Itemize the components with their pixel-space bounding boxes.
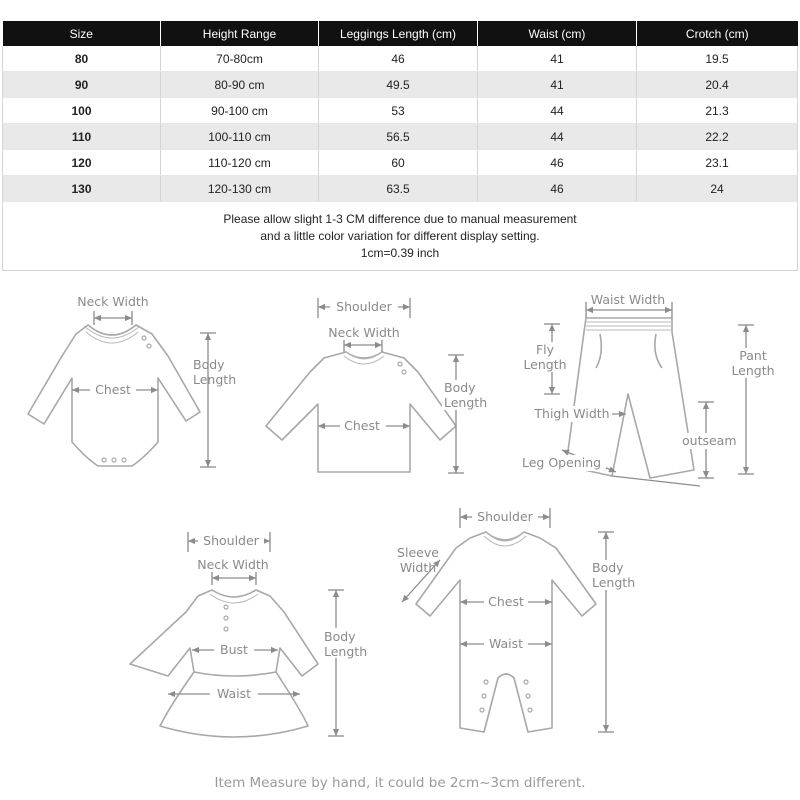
cell-leggings-length: 46 [319,46,478,72]
header-waist: Waist (cm) [478,21,637,46]
sleeve-width-label: Width [399,560,437,575]
cell-height-range: 120-130 cm [161,176,319,202]
cell-waist: 41 [478,46,637,72]
dress-outline [130,590,318,737]
bodysuit-diagram [28,294,236,467]
cell-waist: 46 [478,176,637,202]
cell-size: 120 [3,150,161,176]
waist-width-label: Waist Width [590,292,666,307]
pants-diagram [520,292,778,486]
cell-height-range: 110-120 cm [161,150,319,176]
body-length-label: Length [193,372,237,387]
note-line: Please allow slight 1-3 CM difference due to manual measurement [223,211,577,226]
body-length-label: Body [444,380,476,395]
snap-button [482,694,486,698]
romper-outline [416,532,596,732]
footer-note: Item Measure by hand, it could be 2cm~3cm different. [214,775,586,791]
snap-button [526,694,530,698]
pant-length-label: Pant [739,348,767,363]
dress-button [224,627,228,631]
dress-button [224,605,228,609]
header-crotch: Crotch (cm) [637,21,798,46]
body-length-label: Body [324,629,356,644]
romper-neck-rib [484,532,526,546]
cell-leggings-length: 60 [319,150,478,176]
romper-diagram [397,508,638,732]
cell-leggings-length: 53 [319,98,478,124]
shoulder-button [402,370,406,374]
body-length-label: Length [592,575,636,590]
top-outline [266,352,456,472]
note-line: and a little color variation for different display setting. [260,228,540,243]
cell-crotch: 23.1 [637,150,798,176]
thigh-width-label: Thigh Width [534,406,610,421]
snap-button [484,680,488,684]
cell-size: 90 [3,72,161,98]
dress-waist-seam [194,672,276,676]
cell-crotch: 22.2 [637,124,798,150]
chest-label: Chest [488,594,524,609]
shoulder-label: Shoulder [203,533,259,548]
body-length-label: Body [193,357,225,372]
cell-size: 100 [3,98,161,124]
snap-button [147,344,151,348]
snap-button [112,458,116,462]
header-size: Size [3,21,161,46]
cell-waist: 46 [478,150,637,176]
snap-button [102,458,106,462]
cell-crotch: 20.4 [637,72,798,98]
snap-button [524,680,528,684]
shoulder-label: Shoulder [477,509,533,524]
neck-width-label: Neck Width [197,557,269,572]
cell-height-range: 70-80cm [161,46,319,72]
snap-button [142,336,146,340]
chest-label: Chest [95,382,131,397]
dress-button [224,616,228,620]
pants-waistband [586,322,672,330]
cell-size: 80 [3,46,161,72]
shoulder-button [398,362,402,366]
neck-width-label: Neck Width [328,325,400,340]
cell-crotch: 24 [637,176,798,202]
cell-leggings-length: 63.5 [319,176,478,202]
waist-label: Waist [488,636,524,651]
snap-button [122,458,126,462]
cell-size: 110 [3,124,161,150]
body-length-label: Length [444,395,488,410]
dress-diagram [130,532,370,737]
pants-outline [566,318,694,478]
sleeve-width-label: Sleeve [397,545,439,560]
cell-crotch: 21.3 [637,98,798,124]
cell-waist: 44 [478,98,637,124]
pocket-line [596,334,662,368]
snap-button [528,708,532,712]
header-leggings-length: Leggings Length (cm) [319,21,478,46]
chest-label: Chest [344,418,380,433]
cell-height-range: 80-90 cm [161,72,319,98]
cell-height-range: 90-100 cm [161,98,319,124]
fly-length-label: Fly [535,342,555,357]
note-line: 1cm=0.39 inch [360,245,440,260]
cell-leggings-length: 56.5 [319,124,478,150]
header-height-range: Height Range [161,21,319,46]
body-length-label: Length [324,644,368,659]
bust-label: Bust [220,642,248,657]
cell-waist: 44 [478,124,637,150]
snap-button [480,708,484,712]
shoulder-label: Shoulder [336,299,392,314]
leg-opening-label: Leg Opening [522,455,602,470]
outseam-label: outseam [682,433,737,448]
body-length-label: Body [592,560,624,575]
waist-label: Waist [216,686,252,701]
cell-size: 130 [3,176,161,202]
top-diagram [266,298,488,473]
cell-crotch: 19.5 [637,46,798,72]
fly-length-label: Length [523,357,567,372]
dress-neck-rib [210,594,258,603]
pant-length-label: Length [731,363,775,378]
cell-waist: 41 [478,72,637,98]
neck-width-label: Neck Width [77,294,149,309]
cell-leggings-length: 49.5 [319,72,478,98]
cell-height-range: 100-110 cm [161,124,319,150]
